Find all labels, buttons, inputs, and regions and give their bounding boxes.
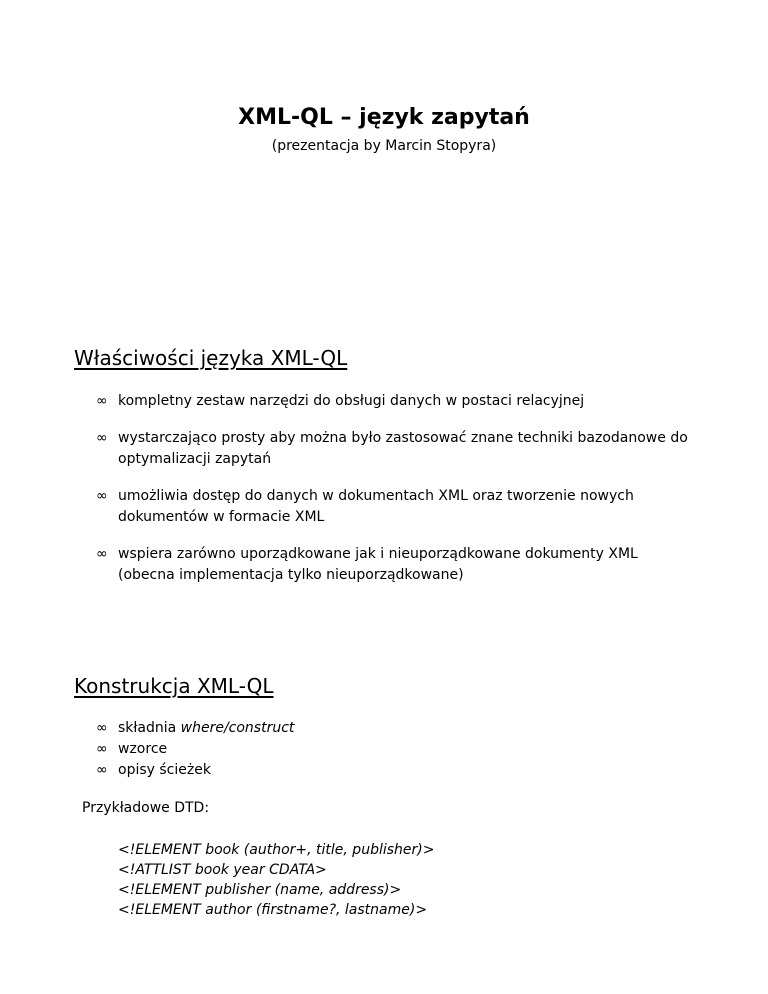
list-item-text: umożliwia dostęp do danych w dokumentach XML oraz tworzenie nowych dokumentów w formacie XML xyxy=(118,488,634,525)
dtd-line: <!ATTLIST book year CDATA> xyxy=(118,862,327,878)
list-item xyxy=(96,544,696,586)
list-item-emphasis: where/construct xyxy=(180,720,295,736)
list-item xyxy=(96,760,696,781)
infinity-bullet-icon: ∞ xyxy=(96,430,108,446)
list-item-text: składnia xyxy=(118,720,181,736)
document-subtitle: (prezentacja by Marcin Stopyra) xyxy=(271,138,497,154)
list-item-text: opisy ścieżek xyxy=(118,762,211,778)
list-item xyxy=(96,428,696,470)
construction-list xyxy=(96,718,696,781)
dtd-code-block xyxy=(118,840,434,920)
list-item xyxy=(96,739,696,760)
infinity-bullet-icon: ∞ xyxy=(96,762,108,778)
infinity-bullet-icon: ∞ xyxy=(96,393,108,409)
infinity-bullet-icon: ∞ xyxy=(96,546,108,562)
section-heading-construction: Konstrukcja XML-QL xyxy=(74,674,274,698)
list-item-text: wzorce xyxy=(118,741,168,757)
list-item-text: kompletny zestaw narzędzi do obsługi danych w postaci relacyjnej xyxy=(118,393,585,409)
dtd-label: Przykładowe DTD: xyxy=(82,800,210,816)
infinity-bullet-icon: ∞ xyxy=(96,741,108,757)
list-item-text: wystarczająco prosty aby można było zastosować znane techniki bazodanowe do optymalizacji zapytań xyxy=(118,430,688,467)
list-item xyxy=(96,486,696,528)
list-item xyxy=(96,391,696,412)
list-item-text: wspiera zarówno uporządkowane jak i nieuporządkowane dokumenty XML (obecna implementacja tylko nieuporządkowane) xyxy=(118,546,638,583)
dtd-line: <!ELEMENT book (author+, title, publisher)> xyxy=(118,842,435,858)
infinity-bullet-icon: ∞ xyxy=(96,720,108,736)
list-item xyxy=(96,718,696,739)
dtd-line: <!ELEMENT author (firstname?, lastname)> xyxy=(118,902,428,918)
properties-list xyxy=(96,391,696,602)
section-heading-properties: Właściwości języka XML-QL xyxy=(74,346,348,370)
document-title: XML-QL – język zapytań xyxy=(238,105,530,130)
infinity-bullet-icon: ∞ xyxy=(96,488,108,504)
dtd-line: <!ELEMENT publisher (name, address)> xyxy=(118,882,402,898)
